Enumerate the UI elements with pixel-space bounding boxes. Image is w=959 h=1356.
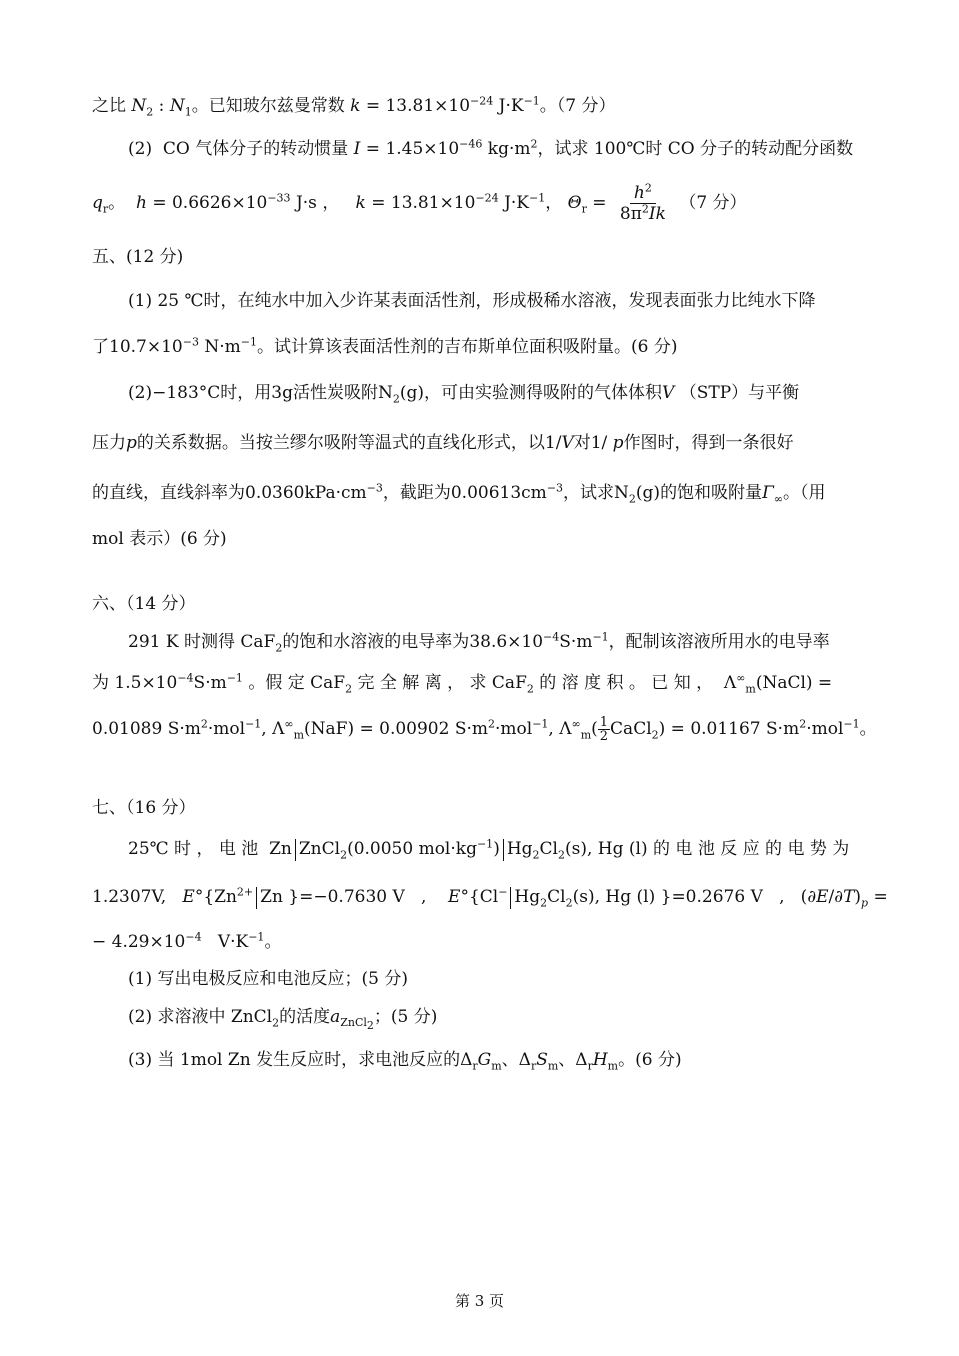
- section-6-line1: 291 K 时测得 CaF$_2$的饱和水溶液的电导率为$38.6\times 10^{-4}S\cdot m^{-1}$，配制该溶液所用水的电导率: [128, 630, 830, 655]
- question-5-1-cont: 了$10.7\times 10^{-3}$ $N\cdot m^{-1}$。试计算该表面活性剂的吉布斯单位面积吸附量。(6 分): [92, 335, 678, 357]
- section-7-heading: 七、（16 分）: [92, 798, 196, 818]
- question-5-2-line3: 的直线，直线斜率为$0.0360kPa\cdot cm^{-3}$，截距为$0.00613cm^{-3}$，试求$N_2(g)$的饱和吸附量$\Gamma_\infty$。（用: [92, 481, 826, 506]
- question-7-3: (3) 当 1mol Zn 发生反应时，求电池反应的$\Delta_rG_m$、$\Delta_rS_m$、$\Delta_rH_m$。(6 分): [128, 1050, 682, 1073]
- section-5-heading: 五、(12 分): [92, 247, 184, 267]
- theta-fraction: $\frac{h^2}{8\pi^2Ik}$: [619, 181, 666, 224]
- line-rotation-constants: $q_r$。 $h = 0.6626\times 10^{-33}$ J·s ， $k = 13.81\times 10^{-24}$ $J\cdot K^{-1}$， $\Theta_r$ = $\frac{h^2}{8\pi^2Ik}$ （7 分）: [92, 181, 747, 224]
- section-7-line1: 25℃ 时 ， 电 池 Zn ZnCl$_2$(0.0050 $mol\cdot kg^{-1}$) $Hg_2Cl_2(s)$, Hg (l) 的 电 池 反 应 的 电 势 为: [128, 837, 850, 862]
- section-6-heading: 六、（14 分）: [92, 594, 196, 614]
- question-4-2: (2) CO 气体分子的转动惯量 $I = 1.45\times 10^{-46}$ $kg\cdot m^2$，试求 100℃时 CO 分子的转动配分函数: [128, 137, 854, 159]
- section-7-line2: 1.2307V, $E^\circ\{Zn^{2+}$ Zn }=−0.7630 V , E°{Cl− $Hg_2Cl_2(s)$, Hg (l) }=0.2676 V , $(\partial E/\partial T)_p$ =: [92, 885, 888, 910]
- section-7-line3: − $4.29\times 10^{-4}$ $V\cdot K^{-1}$。: [92, 930, 282, 952]
- section-6-line2: 为 $1.5\times 10^{-4}S\cdot m^{-1}$ 。假 定 CaF$_2$ 完 全 解 离 ， 求 CaF$_2$ 的 溶 度 积 。 已 知 ， $\Lambda^\infty_m(NaCl)$ =: [92, 671, 833, 696]
- question-5-2-line2: 压力p的关系数据。当按兰缪尔吸附等温式的直线化形式，以1/V对1/ p作图时，得到一条很好: [92, 433, 794, 453]
- page-number: 第 3 页: [454, 1292, 505, 1310]
- question-7-1: (1) 写出电极反应和电池反应；(5 分): [128, 969, 408, 989]
- section-6-line3: 0.01089 $S\cdot m^2\cdot mol^{-1}$, $\Lambda^\infty_m(NaF) = 0.00902$ $S\cdot m^2\cdot mol^{-1}$, $\Lambda^\infty_m$( $\frac{1}{2}$ CaCl$_2$) = 0.01167 $S\cdot m^2\cdot mol^{-1}$。: [92, 715, 877, 744]
- question-5-1: (1) 25 ℃时，在纯水中加入少许某表面活性剂，形成极稀水溶液，发现表面张力比纯水下降: [128, 291, 816, 311]
- question-5-2-line4: mol 表示）(6 分): [92, 529, 227, 549]
- line-ratio: 之比 $N_2$ : $N_1$。已知玻尔兹曼常数 $k = 13.81\times 10^{-24}$ $J\cdot K^{-1}$。（7 分）: [92, 94, 616, 119]
- question-7-2: (2) 求溶液中 ZnCl$_2$的活度$a_{ZnCl_2}$；(5 分): [128, 1007, 438, 1033]
- question-5-2: (2)−183°C时，用3g活性炭吸附$N_2(g)$，可由实验测得吸附的气体体积V （STP）与平衡: [128, 383, 800, 406]
